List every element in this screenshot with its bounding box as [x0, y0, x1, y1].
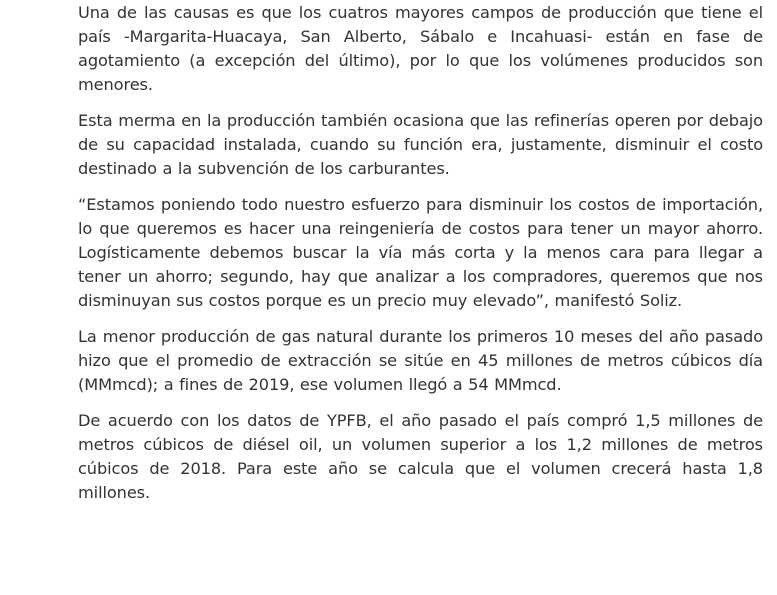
- article-paragraph-3: “Estamos poniendo todo nuestro esfuerzo para disminuir los costos de importación, lo que queremos es hacer una reingeniería de costos para tener un mayor ahorro. Logísticamente debemos buscar la vía más corta y la menos cara para llegar a tener un ahorro; segundo, hay que analizar a los compradores, queremos que nos disminuyan sus costos porque es un precio muy elevado”, manifestó Soliz.: [78, 195, 763, 310]
- article-paragraph-5: De acuerdo con los datos de YPFB, el año pasado el país compró 1,5 millones de metros cúbicos de diésel oil, un volumen superior a los 1,2 millones de metros cúbicos de 2018. Para este año se calcula que el volumen crecerá hasta 1,8 millones.: [78, 411, 763, 502]
- article-paragraph-2: Esta merma en la producción también ocasiona que las refinerías operen por debajo de su capacidad instalada, cuando su función era, justamente, disminuir el costo destinado a la subvención de los carburantes.: [78, 111, 763, 178]
- article-body: [78, 1, 763, 517]
- article-paragraph-4: La menor producción de gas natural durante los primeros 10 meses del año pasado hizo que el promedio de extracción se sitúe en 45 millones de metros cúbicos día (MMmcd); a fines de 2019, ese volumen llegó a 54 MMmcd.: [78, 327, 763, 394]
- article-paragraph-1: Una de las causas es que los cuatros mayores campos de producción que tiene el país -Margarita-Huacaya, San Alberto, Sábalo e Incahuasi- están en fase de agotamiento (a excepción del último), por lo que los volúmenes producidos son menores.: [78, 3, 763, 94]
